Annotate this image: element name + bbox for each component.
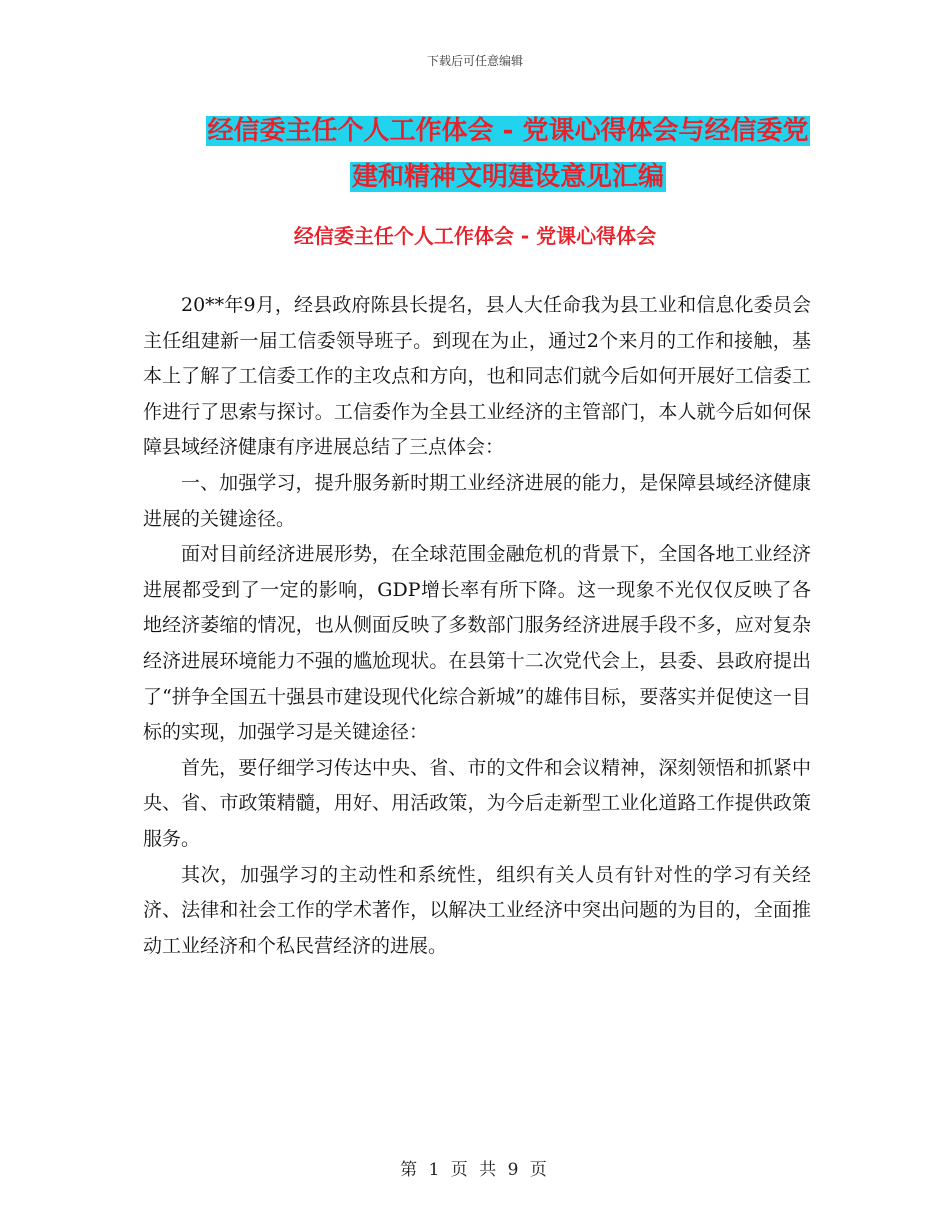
- page-header-note: 下载后可任意编辑: [426, 54, 523, 68]
- body-paragraph: 其次，加强学习的主动性和系统性，组织有关人员有针对性的学习有关经济、法律和社会工作的学术著作，以解决工业经济中突出问题的为目的，全面推动工业经济和个私民营经济的进展。: [143, 863, 811, 957]
- document-title: [188, 108, 828, 200]
- body-paragraph: 一、加强学习，提升服务新时期工业经济进展的能力，是保障县域经济健康进展的关键途径。: [143, 471, 811, 530]
- document-body: [143, 288, 811, 964]
- body-paragraph: 面对目前经济进展形势，在全球范围金融危机的背景下，全国各地工业经济进展都受到了一定的影响，GDP增长率有所下降。这一现象不光仅仅反映了各地经济萎缩的情况，也从侧面反映了多数部门服务经济进展手段不多，应对复杂经济进展环境能力不强的尴尬现状。在县第十二次党代会上，县委、县政府提出了“拼争全国五十强县市建设现代化综合新城”的雄伟目标，要落实并促使这一目标的实现，加强学习是关键途径：: [143, 543, 811, 744]
- page-number: 第 1 页 共 9 页: [400, 1160, 550, 1180]
- document-title-line2: 建和精神文明建设意见汇编: [351, 162, 664, 192]
- document-title-line1: 经信委主任个人工作体会 - 党课心得体会与经信委党: [207, 116, 809, 146]
- body-paragraph: 首先，要仔细学习传达中央、省、市的文件和会议精神，深刻领悟和抓紧中央、省、市政策精髓，用好、用活政策，为今后走新型工业化道路工作提供政策服务。: [143, 756, 811, 850]
- body-paragraph: 20**年9月，经县政府陈县长提名，县人大任命我为县工业和信息化委员会主任组建新一届工信委领导班子。到现在为止，通过2个来月的工作和接触，基本上了解了工信委工作的主攻点和方向，也和同志们就今后如何开展好工信委工作进行了思索与探讨。工信委作为全县工业经济的主管部门，本人就今后如何保障县域经济健康有序进展总结了三点体会：: [143, 294, 811, 459]
- section-title: 经信委主任个人工作体会 - 党课心得体会: [293, 224, 657, 248]
